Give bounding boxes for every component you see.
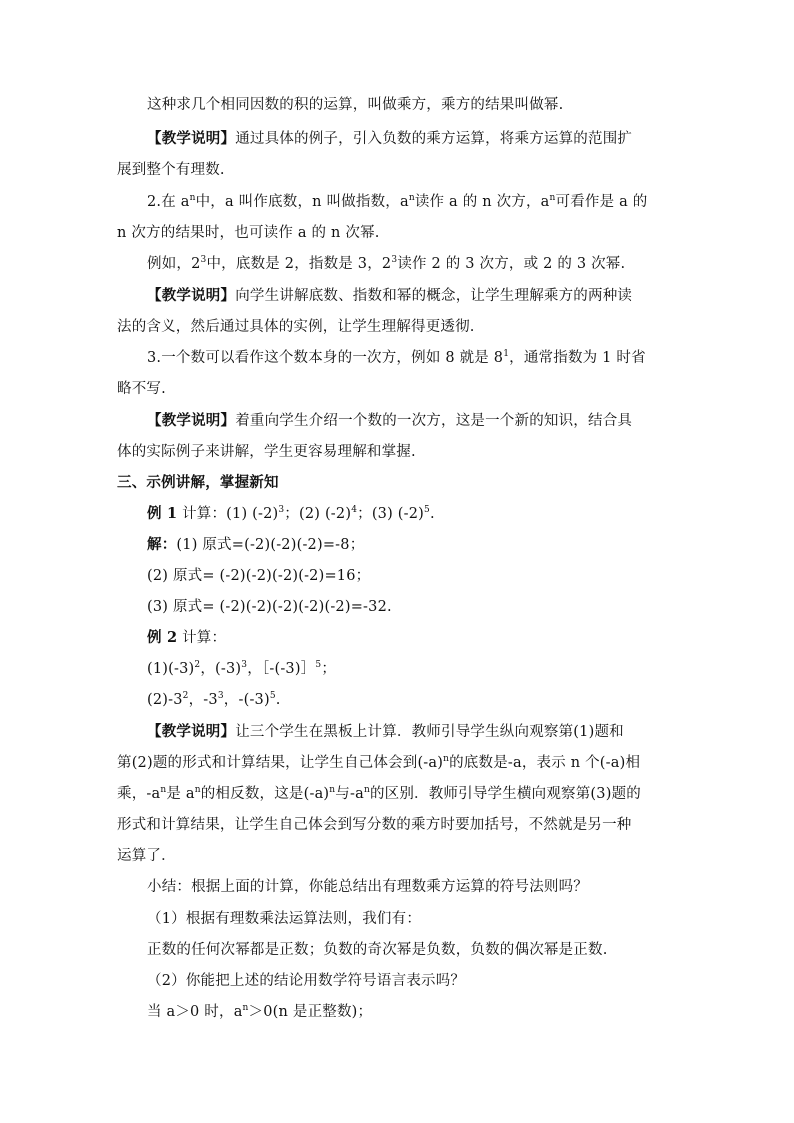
para-base-exponent-cont: n 次方的结果时，也可读作 a 的 n 次幂. — [117, 225, 380, 241]
teaching-note-label: 【教学说明】 — [147, 130, 236, 147]
solution-2: (2) 原式= (-2)(-2)(-2)(-2)=16； — [147, 568, 371, 584]
example-2-part-2: $(2)-3^2$，$-3^3$，$-(-3)^5$. — [147, 691, 281, 708]
teaching-note-4: 【教学说明】让三个学生在黑板上计算．教师引导学生纵向观察第(1)题和 — [147, 723, 624, 740]
example-2-part-1: $(1)(-3)^2$，$(-3)^3$，［-(-3)］$^5$； — [147, 660, 337, 677]
solution-label: 解： — [147, 536, 177, 553]
teaching-note-label: 【教学说明】 — [147, 723, 236, 740]
solution-1: 解：(1) 原式=(-2)(-2)(-2)=-8； — [147, 536, 365, 553]
para-first-power-cont: 略不写. — [117, 381, 166, 397]
example-label: 例 1 — [147, 505, 178, 522]
summary-sign-rule: 正数的任何次幂都是正数；负数的奇次幂是负数，负数的偶次幂是正数. — [147, 942, 608, 958]
para-first-power: 3.一个数可以看作这个数本身的一次方，例如 8 就是 $8^1$，通常指数为 1 时省 — [147, 349, 646, 366]
teaching-note-1: 【教学说明】通过具体的例子，引入负数的乘方运算，将乘方运算的范围扩 — [147, 130, 633, 147]
summary-point-2: （2）你能把上述的结论用数学符号语言表示吗？ — [147, 973, 466, 989]
para-power-definition: 这种求几个相同因数的积的运算，叫做乘方，乘方的结果叫做幂. — [147, 97, 564, 113]
teaching-note-2: 【教学说明】向学生讲解底数、指数和幂的概念，让学生理解乘方的两种读 — [147, 287, 633, 304]
para-base-exponent: 2.在 $a^n$中，a 叫作底数，n 叫做指数，$a^n$读作 a 的 n 次方，$a^n$可看作是 a 的 — [147, 193, 648, 210]
example-label: 例 2 — [147, 629, 178, 646]
teaching-note-4-line-4: 形式和计算结果，让学生自己体会到写分数的乘方时要加括号，不然就是另一种 — [117, 817, 632, 833]
summary-point-1: （1）根据有理数乘法运算法则，我们有： — [147, 911, 422, 927]
teaching-note-label: 【教学说明】 — [147, 412, 236, 429]
teaching-note-1-cont: 展到整个有理数. — [117, 162, 225, 178]
summary-question: 小结：根据上面的计算，你能总结出有理数乘方运算的符号法则吗？ — [147, 879, 588, 895]
teaching-note-4-line-2: 第(2)题的形式和计算结果，让学生自己体会到$(-a)^n$的底数是-a，表示 n 个(-a)相 — [117, 754, 641, 771]
teaching-note-label: 【教学说明】 — [147, 287, 236, 304]
teaching-note-4-line-3: 乘，$-a^n$是 $a^n$的相反数，这是$(-a)^n$与$-a^n$的区别．教师引导学生横向观察第(3)题的 — [117, 785, 641, 802]
teaching-note-2-cont: 法的含义，然后通过具体的实例，让学生理解得更透彻. — [117, 319, 475, 335]
summary-condition: 当 a＞0 时，$a^n>0(n$ 是正整数)； — [147, 1003, 373, 1020]
section-heading: 三、示例讲解，掌握新知 — [117, 474, 279, 491]
example-1: 例 1 计算：(1) $(-2)^3$；(2) $(-2)^4$；(3) $(-2)^5$. — [147, 505, 435, 522]
teaching-note-3: 【教学说明】着重向学生介绍一个数的一次方，这是一个新的知识，结合具 — [147, 412, 633, 429]
example-2: 例 2 计算： — [147, 629, 227, 646]
teaching-note-4-line-5: 运算了． — [117, 848, 176, 864]
solution-3: (3) 原式= (-2)(-2)(-2)(-2)(-2)=-32. — [147, 599, 392, 615]
para-example-2-cubed: 例如，$2^3$中，底数是 2，指数是 3，$2^3$读作 2 的 3 次方，或 2 的 3 次幂. — [147, 255, 626, 272]
teaching-note-3-cont: 体的实际例子来讲解，学生更容易理解和掌握. — [117, 444, 416, 460]
